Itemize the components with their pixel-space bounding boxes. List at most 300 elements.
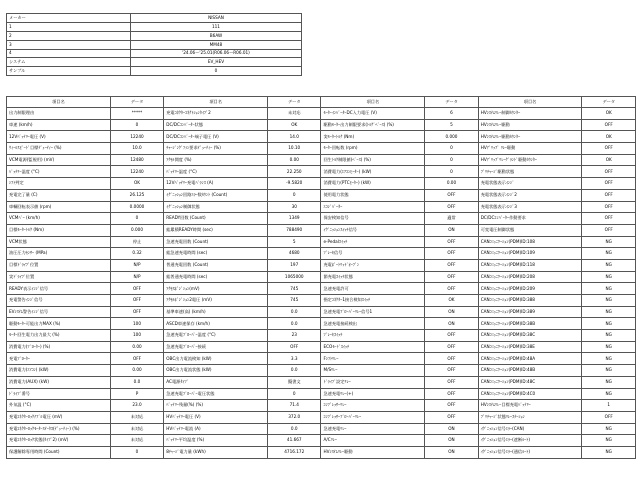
item-name-cell: 急速充電ﾌﾞﾛｰﾊﾟｰ電圧状態 [164,388,268,400]
table-row [7,353,636,365]
data-value-cell: NG [582,295,636,307]
data-value-cell: OFF [425,341,478,353]
table-row [7,318,636,330]
item-name-cell: M/Sﾘﾚｰ [321,365,425,377]
data-value-cell: 未対応 [110,435,163,447]
item-name-cell: ｱｸｾｽﾎﾟｼﾞｼｮﾝ(mV) [164,283,268,295]
table-header-row [7,97,636,108]
item-name-cell: 8ﾁｬｰｼﾞ電力量 (kWh) [164,446,268,458]
data-value-cell: 未対応 [110,423,163,435]
data-value-cell: 12480 [110,154,163,166]
data-value-cell: 未対応 [110,411,163,423]
data-value-cell: 停止 [110,236,163,248]
item-name-cell: HVｼｽﾃﾑﾘﾚｰ駆動 [321,446,425,458]
item-name-cell: ﾓｰﾀｰ回生電力出力最大 (%) [7,330,111,342]
data-value-cell: NG [582,283,636,295]
table-row [7,446,636,458]
item-name-cell: 節充電ｽｲｯﾁ状態 [321,271,425,283]
data-value-cell: OFF [110,295,163,307]
data-value-cell: OK [582,108,636,120]
item-name-cell: ﾌﾞﾚｰｷ信号 [321,248,425,260]
diagnostic-data-body [7,108,636,459]
item-name-cell: 駆動ﾓｰﾀｰ出力制限要求(ﾄﾙｸﾞﾍﾞｰｽ) (%) [321,119,425,131]
item-name-cell: 実ﾄﾞﾗｲﾌﾞ位置 [7,271,111,283]
item-name-cell: 充電ﾌﾞﾛｰﾀｰ [7,353,111,365]
data-value-cell: OFF [582,119,636,131]
item-name-cell: 急速充電回数 (Count) [164,236,268,248]
item-name-cell: ﾄﾞﾗｲﾌﾞ設定ﾘﾚｰ [321,376,425,388]
item-name-cell: 目標ﾓｰﾀｰﾄﾙｸ (Nm) [7,224,111,236]
header-data: データ [268,97,321,108]
item-name-cell: 出力制限理由 [7,108,111,120]
data-value-cell: 41.667 [268,435,321,447]
data-value-cell: OK [582,154,636,166]
data-value-cell: 0.00 [110,365,163,377]
item-name-cell: ﾊﾞｯﾃﾘｰ温度 (°C) [164,166,268,178]
data-value-cell: 745 [268,283,321,295]
table-row [7,119,636,131]
table-row [7,224,636,236]
table-row [7,376,636,388]
item-name-cell: CANｺﾐｭﾆｹｰｼｮﾝ(PDM)ID:389 [478,306,582,318]
data-value-cell: ON [425,318,478,330]
data-value-cell: OFF [582,143,636,155]
item-name-cell: ﾌﾟﾘﾁｬｰｼﾞ駆動状態 [478,166,582,178]
item-name-cell: 実ﾓｰﾀｰﾄﾙｸ (Nm) [321,131,425,143]
info-label: システム [7,58,131,67]
data-value-cell: 0.0 [268,318,321,330]
data-value-cell: 0.0 [268,365,321,377]
data-value-cell: 1 [582,400,636,412]
info-row [7,14,302,23]
table-row [7,388,636,400]
info-row [7,31,302,40]
data-value-cell: ***** [110,108,163,120]
info-value: 0 [130,67,301,76]
item-name-cell: CANｺﾐｭﾆｹｰｼｮﾝ(PDM)ID:48C [478,376,582,388]
data-value-cell: OFF [425,236,478,248]
item-name-cell: ﾁｬｰｼﾞﾝｸﾞﾌｧﾝ要求ﾃﾞｭｰﾃｨｰ (%) [164,143,268,155]
data-value-cell: 0.0000 [110,201,163,213]
item-name-cell: 充電警告ｲﾝｼﾞ信号 [7,295,111,307]
data-value-cell: 0 [425,143,478,155]
item-name-cell: ﾌﾟﾘﾁｬｰｼﾞ状態ﾘﾚｰｽﾃｰｼｮﾝ [478,411,582,423]
item-name-cell: 急速充電ﾌﾞﾛｰﾊﾟｰ接続 [164,341,268,353]
data-value-cell: OFF [110,306,163,318]
info-label: サンプル [7,67,131,76]
data-value-cell: N/P [110,259,163,271]
table-row [7,435,636,447]
table-row [7,178,636,190]
item-name-cell: HVｼｽﾃﾑﾘﾚｰ制御ｶｳﾝﾀｰ [478,108,582,120]
table-row [7,108,636,120]
item-name-cell: HVﾊﾞｯﾃﾘｰ電圧 (V) [164,411,268,423]
data-value-cell: ON [425,306,478,318]
data-value-cell: OFF [425,271,478,283]
table-row [7,131,636,143]
info-value: B6AW [130,31,301,40]
item-name-cell: CANｺﾐｭﾆｹｰｼｮﾝ(PDM)ID:4C0 [478,388,582,400]
data-value-cell: 6 [425,108,478,120]
item-name-cell: HVﾊﾞｯﾃﾘｰ電流 (A) [164,423,268,435]
data-value-cell: OK [110,178,163,190]
item-name-cell: VCM電源(監視用) (mV) [7,154,111,166]
item-name-cell: ﾓｰﾀｰｲﾝﾊﾞｰﾀｰDC入力電圧 (V) [321,108,425,120]
header-data: データ [425,97,478,108]
data-value-cell: OFF [425,201,478,213]
item-name-cell: ｺﾝﾌﾟﾚｯｻｰﾘﾚｰ [321,400,425,412]
info-value: NISSAN [130,14,301,23]
item-name-cell: CANｺﾐｭﾆｹｰｼｮﾝ(PDM)ID:48B [478,365,582,377]
data-value-cell: 0.00 [268,154,321,166]
item-name-cell: ｲｸﾞﾆｯｼｮﾝ信号ｴﾗｰ(CAN) [478,423,582,435]
data-value-cell: 0.32 [110,248,163,260]
item-name-cell: 充電状態表示ｲﾝｼﾞ3 [478,201,582,213]
data-value-cell: ON [425,446,478,458]
item-name-cell: ﾓｰﾀｰ回転数 (rpm) [321,143,425,155]
data-value-cell: 23.0 [110,400,163,412]
vehicle-info-table [6,13,302,76]
info-label: メーカー [7,14,131,23]
data-value-cell: 0.000 [425,131,478,143]
data-value-cell: N/P [110,271,163,283]
data-value-cell: NG [582,248,636,260]
item-name-cell: ｼﾌﾄ判定 [7,178,111,190]
item-name-cell: 保安検知信号 [321,213,425,225]
info-row [7,67,302,76]
data-value-cell: OFF [582,201,636,213]
header-data: データ [110,97,163,108]
data-value-cell: OFF [582,213,636,225]
data-value-cell: 12240 [110,131,163,143]
item-name-cell: 充電ｺﾈｸﾀｰｺﾈｸﾄｼｮﾝﾀｲﾌﾟ2 [164,108,268,120]
data-value-cell: 10.0 [110,143,163,155]
item-name-cell: CANｺﾐｭﾆｹｰｼｮﾝ(PDM)ID:38E [478,341,582,353]
table-row [7,154,636,166]
item-name-cell: ｲｸﾞﾆｯｼｮﾝ回路ｴﾗｰ数ｶｳﾝﾄ (Count) [164,189,268,201]
item-name-cell: READY表示ｲﾝｼﾞ信号 [7,283,111,295]
info-value: MM48 [130,40,301,49]
item-name-cell: ﾊﾞｯﾃﾘｰ温度 (°C) [7,166,111,178]
data-value-cell: NG [582,306,636,318]
table-row [7,201,636,213]
item-name-cell: CANｺﾐｭﾆｹｰｼｮﾝ(PDM)ID:388 [478,295,582,307]
data-value-cell: 0.0 [268,306,321,318]
item-name-cell: CANｺﾐｭﾆｹｰｼｮﾝ(PDM)ID:48A [478,353,582,365]
item-name-cell: VCM状態 [7,236,111,248]
data-value-cell: OFF [582,411,636,423]
item-name-cell: HVｱﾞﾘｯﾌﾟﾘﾚｰｸﾞﾗﾝﾄﾞ駆動ｶｳﾝﾀｰ [478,154,582,166]
diagnostic-data-table [6,96,636,459]
item-name-cell: CANｺﾐｭﾆｹｰｼｮﾝ(PDM)ID:118 [478,259,582,271]
data-value-cell: NG [582,376,636,388]
data-value-cell: 22.250 [268,166,321,178]
data-value-cell: 0 [425,154,478,166]
data-value-cell: OFF [582,224,636,236]
data-value-cell: ON [425,435,478,447]
item-name-cell: ｲｸﾞﾆｯｼｮﾝ信号ｴﾗｰ(通信ﾙｰﾄ) [478,446,582,458]
data-value-cell: NG [582,446,636,458]
info-label: 4 [7,49,131,58]
item-name-cell: DC/DCｺﾝﾊﾞｰﾀｰ状態 [164,119,268,131]
data-value-cell: OFF [425,248,478,260]
data-value-cell: 100 [110,330,163,342]
item-name-cell: CANｺﾐｭﾆｹｰｼｮﾝ(PDM)ID:208 [478,271,582,283]
item-name-cell: CANｺﾐｭﾆｹｰｼｮﾝ(PDM)ID:209 [478,283,582,295]
table-row [7,213,636,225]
item-name-cell: 消費電力(PTCﾋｰﾀｰ) (kW) [321,178,425,190]
item-name-cell: 充電ｺﾈｸﾀｰﾛｯｸﾓｰﾀｰｽﾃｰﾀｽ(ﾃﾞｭｰﾃｨｰ) (%) [7,423,111,435]
data-value-cell: 3.3 [268,353,321,365]
data-value-cell: NG [582,341,636,353]
item-name-cell: 駆動ﾓｰﾀｰ可能出力MAX (%) [7,318,111,330]
data-value-cell: 5 [268,236,321,248]
item-name-cell: Fｼﾌﾄﾘﾚｰ [321,353,425,365]
item-name-cell: OBC出力電流検知 (kW) [164,353,268,365]
item-name-cell: 回生ﾄﾙｸ制限値(ﾍﾞｰｽ) (%) [321,154,425,166]
item-name-cell: CANｺﾐｭﾆｹｰｼｮﾝ(PDM)ID:108 [478,236,582,248]
item-name-cell: CANｺﾐｭﾆｹｰｼｮﾝ(PDM)ID:109 [478,248,582,260]
data-value-cell: OFF [425,411,478,423]
item-name-cell: 普通充電回数 (Count) [164,259,268,271]
item-name-cell: ﾌﾞﾚｰｷｽｲｯﾁ [321,330,425,342]
data-value-cell: 1065000 [268,271,321,283]
item-name-cell: ECOﾓｰﾄﾞｽｲｯﾁ [321,341,425,353]
item-name-cell: 車輌回転表示値 (rpm) [7,201,111,213]
item-name-cell: 基準車速(高) (km/h) [164,306,268,318]
data-value-cell: ON [425,423,478,435]
item-name-cell: CANｺﾐｭﾆｹｰｼｮﾝ(PDM)ID:38B [478,318,582,330]
data-value-cell: 擬書文 [268,376,321,388]
info-label: 1 [7,22,131,31]
item-name-cell: DC/DCｺﾝﾊﾞｰﾀｰ端子電圧 (V) [164,131,268,143]
info-row [7,40,302,49]
data-value-cell: 788490 [268,224,321,236]
data-value-cell: OFF [110,353,163,365]
table-row [7,341,636,353]
info-row [7,22,302,31]
data-value-cell: 4680 [268,248,321,260]
data-value-cell: 71.4 [268,400,321,412]
item-name-cell: VCMﾊﾞｰ (km/h) [7,213,111,225]
item-name-cell: 指定ｺﾈｸﾀｰ1接合検知ｽｲｯﾁ [321,295,425,307]
data-value-cell: 0 [268,388,321,400]
header-item-name: 項目名 [164,97,268,108]
data-value-cell: NG [582,365,636,377]
data-value-cell: 0 [110,213,163,225]
data-value-cell: OFF [425,283,478,295]
item-name-cell: 保護解除専用時間 (Count) [7,446,111,458]
header-data: データ [582,97,636,108]
item-name-cell: 充電状態表示ｲﾝｼﾞ [478,178,582,190]
data-value-cell: 0.000 [110,224,163,236]
item-name-cell: ｴｺｼﾞﾊﾞｰﾀｰ [321,201,425,213]
data-value-cell: 372.0 [268,411,321,423]
table-row [7,423,636,435]
item-name-cell: DC/DCｺﾝﾊﾞｰﾀｰ作動要求 [478,213,582,225]
item-name-cell: HVｼｽﾃﾑﾘﾚｰ目標充電ﾊﾞｯﾃﾘｰ [478,400,582,412]
item-name-cell: ﾊﾞｯﾃﾘｰ平均温度 (%) [164,435,268,447]
info-row [7,49,302,58]
data-value-cell: OFF [425,330,478,342]
data-value-cell: 197 [268,259,321,271]
item-name-cell: 消費電力(ﾌﾞﾛｰﾀｰ) (%) [7,341,111,353]
item-name-cell: 急速充電ﾌﾞﾛｰﾊﾟｰ温度 (°C) [164,330,268,342]
item-name-cell: HVｱﾞﾘｯﾌﾟ ﾘﾚｰ駆動 [478,143,582,155]
table-row [7,365,636,377]
item-name-cell: ｲｸﾞﾆｯｼｮﾝ制御状態 [164,201,268,213]
item-name-cell: ASCD車速保存 (km/h) [164,318,268,330]
item-name-cell: 急速充電ﾘﾚｰ(+) [321,388,425,400]
data-value-cell: OFF [582,189,636,201]
item-name-cell: AC電源ﾀｲﾌﾟ [164,376,268,388]
data-value-cell: OFF [425,376,478,388]
item-name-cell: 充電状態表示ｲﾝｼﾞ2 [478,189,582,201]
data-value-cell: 0 [110,119,163,131]
data-value-cell: 0 [268,189,321,201]
data-value-cell: NG [582,318,636,330]
table-row [7,271,636,283]
item-name-cell: ﾄﾞﾗｲﾌﾞ番号 [7,388,111,400]
data-value-cell: 0.0 [268,423,321,435]
data-value-cell: 100 [110,318,163,330]
item-name-cell: 充電完了量 (C) [7,189,111,201]
data-value-cell: 26.125 [110,189,163,201]
data-value-cell: OFF [582,178,636,190]
item-name-cell: 油圧圧力ｾﾝｻｰ (MPa) [7,248,111,260]
data-value-cell: 14.0 [268,131,321,143]
table-row [7,330,636,342]
item-name-cell: READY回数 (Count) [164,213,268,225]
data-value-cell: 30 [268,201,321,213]
item-name-cell: 可変電圧制御状態 [478,224,582,236]
info-value: '24.06〜'25.01(R06.06〜R06.01) [130,49,301,58]
item-name-cell: 目標ﾄﾞﾗｲﾌﾞ位置 [7,259,111,271]
table-row [7,283,636,295]
item-name-cell: 充電ｺﾈｸﾀｰﾛｯｸ状態(ﾀｲﾌﾟ2) (mV) [7,435,111,447]
item-name-cell: ｳｨｰﾙｽﾋﾟｰﾄﾞ目標ﾃﾞｭｰﾃｨｰ (%) [7,143,111,155]
data-value-cell: NG [582,388,636,400]
item-name-cell: 車速 (km/h) [7,119,111,131]
item-name-cell: ｲｸﾞﾆｯｼｮﾝｽｲｯﾁ信号 [321,224,425,236]
header-item-name: 項目名 [7,97,111,108]
table-row [7,259,636,271]
data-value-cell: 未対応 [268,108,321,120]
item-name-cell: A/Cﾘﾚｰ [321,435,425,447]
data-value-cell: NG [582,271,636,283]
item-name-cell: HVｼｽﾃﾑﾘﾚｰ駆動 [478,119,582,131]
data-value-cell: OK [268,119,321,131]
item-name-cell: ｺﾝﾌﾟﾚｯｻｰﾌﾞﾛｰﾊﾟｰﾘﾚｰ [321,411,425,423]
item-name-cell: HVｼｽﾃﾑﾘﾚｰ駆動ｶｳﾝﾀｰ [478,131,582,143]
data-value-cell: 23 [268,330,321,342]
item-name-cell: e-Pedalｽｲｯﾁ [321,236,425,248]
data-value-cell: 745 [268,295,321,307]
item-name-cell: ｱｸｾﾙ開度 (%) [164,154,268,166]
data-value-cell: 0 [425,166,478,178]
info-label: 3 [7,40,131,49]
data-value-cell: OFF [425,365,478,377]
data-value-cell: NG [582,330,636,342]
item-name-cell: OBC出力電流状態 (kW) [164,365,268,377]
data-value-cell: NG [582,259,636,271]
data-value-cell: OFF [268,341,321,353]
data-value-cell: OFF [425,400,478,412]
item-name-cell: 12Vﾊﾞｯﾃﾘｰ電圧 (V) [7,131,111,143]
item-name-cell: 使用電力状態 [321,189,425,201]
data-value-cell: 適常 [425,213,478,225]
data-value-cell: 0.00 [110,341,163,353]
table-row [7,143,636,155]
item-name-cell: 充電ﾎﾟｰﾄﾘｯﾄﾞｵｰﾌﾟﾝ [321,259,425,271]
data-value-cell: OFF [582,166,636,178]
table-row [7,295,636,307]
data-value-cell: NG [582,435,636,447]
data-value-cell: 0.00 [425,178,478,190]
data-value-cell: OFF [425,259,478,271]
data-value-cell: OFF [110,283,163,295]
table-row [7,236,636,248]
item-name-cell: 総累積READY時間 (sec) [164,224,268,236]
table-row [7,189,636,201]
data-value-cell: OK [425,295,478,307]
data-value-cell: P [110,388,163,400]
item-name-cell: ﾊﾞｯﾃﾘｰ残量(%) (%) [164,400,268,412]
data-value-cell: NG [582,236,636,248]
data-value-cell: 12240 [110,166,163,178]
data-value-cell: 0.0 [110,376,163,388]
item-name-cell: ｲｸﾞﾆｯｼｮﾝ信号ｴﾗｰ(遮断ﾙｰﾄ) [478,435,582,447]
vehicle-info-body [7,14,302,76]
item-name-cell: 消費電力(AUX) (kW) [7,376,111,388]
table-row [7,166,636,178]
data-value-cell: 4716.172 [268,446,321,458]
table-row [7,248,636,260]
data-value-cell: 1349 [268,213,321,225]
data-value-cell: 10.10 [268,143,321,155]
item-name-cell: 外気温 (°C) [7,400,111,412]
item-name-cell: 急速充電ﾘﾚｰ [321,423,425,435]
item-name-cell: CANｺﾐｭﾆｹｰｼｮﾝ(PDM)ID:38C [478,330,582,342]
item-name-cell: 急速充電許可 [321,283,425,295]
item-name-cell: 総普通充電時間 (sec) [164,271,268,283]
data-value-cell: OFF [425,388,478,400]
item-name-cell: 消費電力(ｴｱｺﾝ) (kW) [7,365,111,377]
item-name-cell: 12Vﾊﾞｯﾃﾘｰ充電ﾊﾞﾗﾝｽ (A) [164,178,268,190]
item-name-cell: 急速充電接続検出 [321,318,425,330]
item-name-cell: 消費電力(ｴｱｺﾝﾋｰﾀｰ) (kW) [321,166,425,178]
table-row [7,411,636,423]
header-item-name: 項目名 [321,97,425,108]
info-label: 2 [7,31,131,40]
item-name-cell: EVｼｽﾃﾑ警告ｲﾝｼﾞ信号 [7,306,111,318]
info-value: 111 [130,22,301,31]
table-row [7,306,636,318]
data-value-cell: ON [425,224,478,236]
info-value: EV_HEV [130,58,301,67]
item-name-cell: 総急速充電時間 (sec) [164,248,268,260]
data-value-cell: 5 [425,119,478,131]
data-value-cell: OFF [425,189,478,201]
item-name-cell: 充電ｺﾈｸﾀｰﾛｯｸﾅﾌﾞﾙ電圧 (mV) [7,411,111,423]
header-item-name: 項目名 [478,97,582,108]
data-value-cell: NG [582,353,636,365]
data-value-cell: NG [582,423,636,435]
data-value-cell: 0 [110,446,163,458]
info-row [7,58,302,67]
data-value-cell: -9.5820 [268,178,321,190]
table-row [7,400,636,412]
